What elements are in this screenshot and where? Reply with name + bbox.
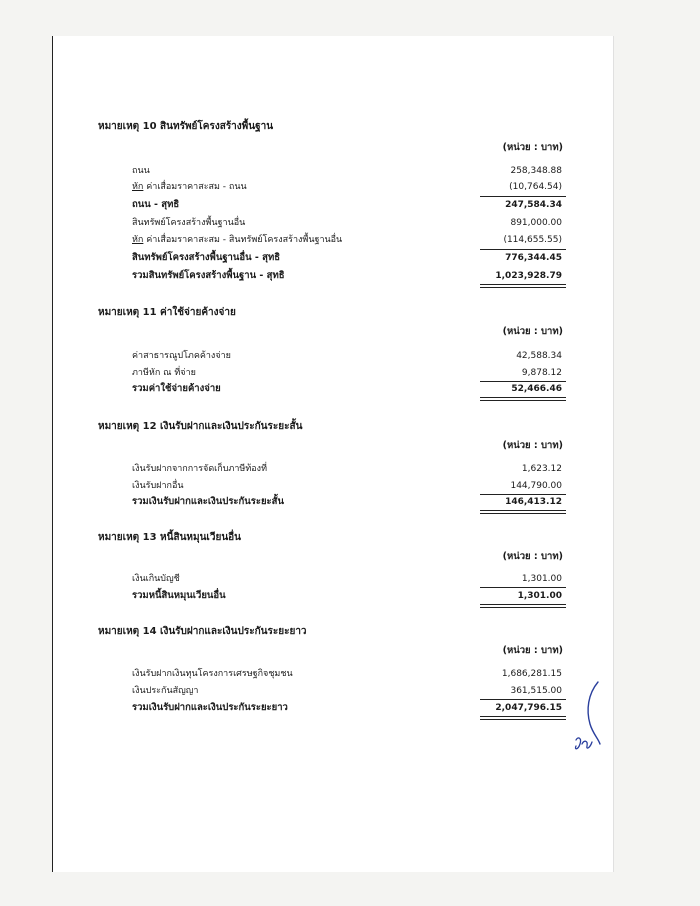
row-label-text: ค่าเสื่อมราคาสะสม - สินทรัพย์โครงสร้างพื้นฐานอื่น	[143, 235, 343, 245]
row-label: เงินประกันสัญญา	[132, 686, 199, 696]
table-row	[132, 198, 568, 212]
row-label: สินทรัพย์โครงสร้างพื้นฐานอื่น	[132, 218, 246, 228]
row-value: (10,764.54)	[509, 182, 562, 192]
row-value: 258,348.88	[510, 166, 562, 176]
note-title: หมายเหตุ 10 สินทรัพย์โครงสร้างพื้นฐาน	[98, 121, 274, 132]
row-value: 146,413.12	[505, 497, 562, 507]
row-value: 1,686,281.15	[501, 669, 562, 679]
row-value: 361,515.00	[510, 686, 562, 696]
row-label: ค่าสาธารณูปโภคค้างจ่าย	[132, 351, 231, 361]
table-row	[132, 216, 568, 230]
row-value: 1,623.12	[521, 464, 562, 474]
note-title: หมายเหตุ 11 ค่าใช้จ่ายค้างจ่าย	[98, 307, 236, 318]
row-value: 144,790.00	[510, 481, 562, 491]
row-label: รวมเงินรับฝากและเงินประกันระยะยาว	[132, 702, 288, 713]
note-title: หมายเหตุ 14 เงินรับฝากและเงินประกันระยะยาว	[98, 626, 307, 637]
row-label: ถนน	[132, 166, 150, 176]
unit-label: (หน่วย : บาท)	[502, 551, 563, 562]
subtotal-rule	[480, 196, 566, 197]
row-label: รวมหนี้สินหมุนเวียนอื่น	[132, 590, 226, 601]
total-double-rule	[480, 510, 566, 514]
table-row	[132, 667, 568, 681]
unit-label: (หน่วย : บาท)	[502, 645, 563, 656]
total-double-rule	[480, 284, 566, 288]
subtotal-rule	[480, 699, 566, 700]
table-row	[132, 684, 568, 698]
table-row	[132, 479, 568, 493]
row-label: เงินรับฝากเงินทุนโครงการเศรษฐกิจชุมชน	[132, 669, 293, 679]
table-row	[132, 180, 568, 194]
row-label	[132, 233, 342, 247]
table-row	[132, 269, 568, 283]
table-row	[132, 382, 568, 396]
row-value: 1,301.00	[521, 574, 562, 584]
handwritten-signature	[568, 680, 608, 760]
table-row	[132, 572, 568, 586]
table-row	[132, 495, 568, 509]
row-value: 9,878.12	[521, 368, 562, 378]
row-label: เงินรับฝากอื่น	[132, 481, 184, 491]
row-label: รวมเงินรับฝากและเงินประกันระยะสั้น	[132, 496, 284, 507]
unit-label: (หน่วย : บาท)	[502, 326, 563, 337]
row-label: รวมสินทรัพย์โครงสร้างพื้นฐาน - สุทธิ	[132, 270, 285, 281]
table-row	[132, 251, 568, 265]
table-row	[132, 164, 568, 178]
subtotal-rule	[480, 587, 566, 588]
row-value: 1,023,928.79	[495, 271, 562, 281]
row-label: สินทรัพย์โครงสร้างพื้นฐานอื่น - สุทธิ	[132, 252, 281, 263]
table-row	[132, 589, 568, 603]
table-row	[132, 349, 568, 363]
row-label: รวมค่าใช้จ่ายค้างจ่าย	[132, 383, 221, 394]
unit-label: (หน่วย : บาท)	[502, 440, 563, 451]
table-row	[132, 701, 568, 715]
subtotal-rule	[480, 249, 566, 250]
total-double-rule	[480, 397, 566, 401]
document-page	[52, 36, 613, 872]
row-value: 2,047,796.15	[495, 703, 562, 713]
total-double-rule	[480, 716, 566, 720]
row-label: เงินเกินบัญชี	[132, 574, 180, 584]
row-value: (114,655.55)	[503, 235, 562, 245]
note-title: หมายเหตุ 12 เงินรับฝากและเงินประกันระยะสั้น	[98, 421, 303, 432]
row-value: 52,466.46	[511, 384, 562, 394]
table-row	[132, 233, 568, 247]
row-value: 776,344.45	[505, 253, 562, 263]
row-value: 891,000.00	[510, 218, 562, 228]
note-title: หมายเหตุ 13 หนี้สินหมุนเวียนอื่น	[98, 532, 241, 543]
row-label: ภาษีหัก ณ ที่จ่าย	[132, 368, 196, 378]
table-row	[132, 462, 568, 476]
row-value: 1,301.00	[517, 591, 562, 601]
unit-label: (หน่วย : บาท)	[502, 142, 563, 153]
table-row	[132, 366, 568, 380]
row-value: 42,588.34	[516, 351, 562, 361]
deduct-prefix: หัก	[132, 235, 144, 245]
deduct-prefix: หัก	[132, 182, 144, 192]
row-label	[132, 180, 247, 194]
row-label: ถนน - สุทธิ	[132, 199, 180, 210]
row-label-text: ค่าเสื่อมราคาสะสม - ถนน	[143, 182, 247, 192]
row-value: 247,584.34	[505, 200, 562, 210]
row-label: เงินรับฝากจากการจัดเก็บภาษีท้องที่	[132, 464, 267, 474]
total-double-rule	[480, 604, 566, 608]
